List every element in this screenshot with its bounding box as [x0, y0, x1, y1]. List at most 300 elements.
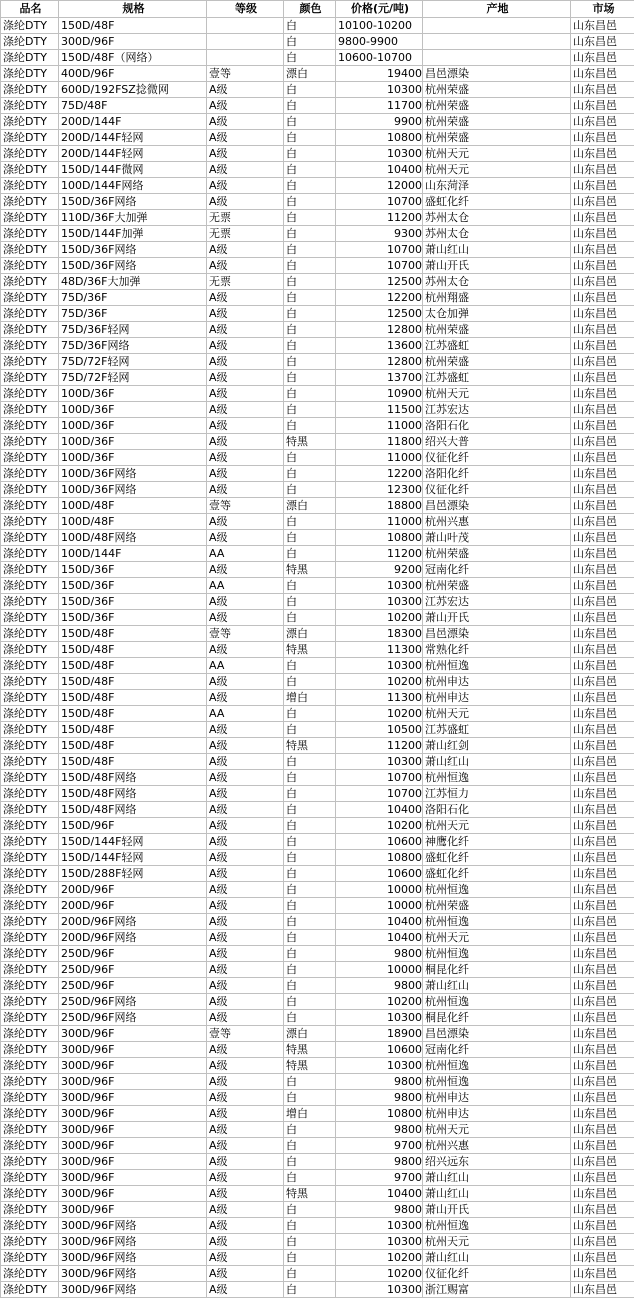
table-row [1, 850, 634, 866]
origin-cell: 萧山红山 [423, 1170, 571, 1186]
product-cell: 涤纶DTY [1, 98, 59, 114]
market-cell: 山东昌邑 [571, 50, 634, 66]
product-cell: 涤纶DTY [1, 1074, 59, 1090]
color-cell: 特黑 [284, 738, 336, 754]
color-cell: 白 [284, 50, 336, 66]
table-row [1, 258, 634, 274]
color-cell: 漂白 [284, 626, 336, 642]
origin-cell: 盛虹化纤 [423, 866, 571, 882]
table-row [1, 946, 634, 962]
price-cell: 10500 [336, 722, 423, 738]
color-cell: 白 [284, 530, 336, 546]
spec-cell: 100D/48F [59, 514, 207, 530]
table-row [1, 290, 634, 306]
market-cell: 山东昌邑 [571, 354, 634, 370]
price-cell: 10300 [336, 594, 423, 610]
grade-cell: A级 [207, 1202, 284, 1218]
grade-cell [207, 50, 284, 66]
table-row [1, 514, 634, 530]
market-cell: 山东昌邑 [571, 706, 634, 722]
market-cell: 山东昌邑 [571, 658, 634, 674]
market-cell: 山东昌邑 [571, 834, 634, 850]
table-row [1, 1186, 634, 1202]
spec-cell: 150D/36F [59, 578, 207, 594]
price-cell: 10700 [336, 242, 423, 258]
grade-cell: 无票 [207, 210, 284, 226]
table-row [1, 386, 634, 402]
market-cell: 山东昌邑 [571, 1106, 634, 1122]
product-cell: 涤纶DTY [1, 338, 59, 354]
grade-cell: A级 [207, 482, 284, 498]
grade-cell: A级 [207, 418, 284, 434]
price-cell: 10900 [336, 386, 423, 402]
grade-cell: A级 [207, 562, 284, 578]
origin-cell: 萧山红山 [423, 754, 571, 770]
origin-cell: 萧山开氏 [423, 258, 571, 274]
table-row [1, 1074, 634, 1090]
grade-cell: A级 [207, 530, 284, 546]
color-cell: 白 [284, 1138, 336, 1154]
spec-cell: 150D/288F轻网 [59, 866, 207, 882]
product-cell: 涤纶DTY [1, 482, 59, 498]
color-cell: 白 [284, 882, 336, 898]
table-row [1, 802, 634, 818]
product-cell: 涤纶DTY [1, 258, 59, 274]
color-cell: 白 [284, 178, 336, 194]
origin-cell: 杭州天元 [423, 930, 571, 946]
table-row [1, 1202, 634, 1218]
origin-cell: 萧山红山 [423, 242, 571, 258]
color-cell: 白 [284, 722, 336, 738]
market-cell: 山东昌邑 [571, 66, 634, 82]
price-cell: 10600 [336, 866, 423, 882]
product-cell: 涤纶DTY [1, 898, 59, 914]
color-cell: 白 [284, 1154, 336, 1170]
spec-cell: 150D/48F [59, 642, 207, 658]
product-cell: 涤纶DTY [1, 226, 59, 242]
grade-cell: 无票 [207, 226, 284, 242]
price-cell: 9800 [336, 1202, 423, 1218]
market-cell: 山东昌邑 [571, 818, 634, 834]
price-cell: 10200 [336, 674, 423, 690]
price-cell: 12500 [336, 306, 423, 322]
color-cell: 白 [284, 930, 336, 946]
product-cell: 涤纶DTY [1, 178, 59, 194]
price-cell: 10800 [336, 850, 423, 866]
table-row [1, 1106, 634, 1122]
grade-cell: A级 [207, 1282, 284, 1298]
market-cell: 山东昌邑 [571, 162, 634, 178]
origin-cell: 冠南化纤 [423, 562, 571, 578]
market-cell: 山东昌邑 [571, 434, 634, 450]
price-cell: 10300 [336, 578, 423, 594]
origin-cell: 盛虹化纤 [423, 850, 571, 866]
product-cell: 涤纶DTY [1, 546, 59, 562]
grade-cell: 壹等 [207, 626, 284, 642]
market-cell: 山东昌邑 [571, 578, 634, 594]
origin-cell: 江苏盛虹 [423, 370, 571, 386]
color-cell: 白 [284, 1202, 336, 1218]
color-cell: 白 [284, 1074, 336, 1090]
product-cell: 涤纶DTY [1, 1122, 59, 1138]
market-cell: 山东昌邑 [571, 1266, 634, 1282]
table-row [1, 466, 634, 482]
color-cell: 白 [284, 866, 336, 882]
origin-cell: 萧山红剑 [423, 738, 571, 754]
origin-cell: 苏州太仓 [423, 210, 571, 226]
origin-cell: 杭州恒逸 [423, 882, 571, 898]
spec-cell: 250D/96F网络 [59, 1010, 207, 1026]
origin-cell: 仪征化纤 [423, 1266, 571, 1282]
color-cell: 特黑 [284, 434, 336, 450]
origin-cell: 洛阳石化 [423, 418, 571, 434]
grade-cell: A级 [207, 738, 284, 754]
product-cell: 涤纶DTY [1, 82, 59, 98]
price-cell: 10700 [336, 770, 423, 786]
grade-cell: A级 [207, 194, 284, 210]
market-cell: 山东昌邑 [571, 34, 634, 50]
color-cell: 白 [284, 162, 336, 178]
market-cell: 山东昌邑 [571, 802, 634, 818]
product-cell: 涤纶DTY [1, 1026, 59, 1042]
color-cell: 白 [284, 1218, 336, 1234]
color-cell: 特黑 [284, 1186, 336, 1202]
product-cell: 涤纶DTY [1, 418, 59, 434]
color-cell: 白 [284, 418, 336, 434]
price-cell: 9300 [336, 226, 423, 242]
grade-cell: A级 [207, 146, 284, 162]
table-row [1, 338, 634, 354]
color-cell: 白 [284, 274, 336, 290]
color-cell: 白 [284, 18, 336, 34]
color-cell: 白 [284, 1266, 336, 1282]
price-cell: 10000 [336, 882, 423, 898]
spec-cell: 300D/96F [59, 1042, 207, 1058]
market-cell: 山东昌邑 [571, 226, 634, 242]
price-cell: 11000 [336, 418, 423, 434]
origin-cell: 江苏盛虹 [423, 722, 571, 738]
header-grade: 等级 [207, 1, 284, 18]
spec-cell: 200D/144F [59, 114, 207, 130]
color-cell: 白 [284, 34, 336, 50]
spec-cell: 150D/48F网络 [59, 802, 207, 818]
spec-cell: 300D/96F [59, 1186, 207, 1202]
spec-cell: 150D/48F [59, 674, 207, 690]
market-cell: 山东昌邑 [571, 1010, 634, 1026]
market-cell: 山东昌邑 [571, 850, 634, 866]
product-cell: 涤纶DTY [1, 818, 59, 834]
price-cell: 11200 [336, 546, 423, 562]
product-cell: 涤纶DTY [1, 1010, 59, 1026]
price-cell: 9800 [336, 946, 423, 962]
spec-cell: 75D/36F轻网 [59, 322, 207, 338]
spec-cell: 150D/48F网络 [59, 786, 207, 802]
color-cell: 白 [284, 594, 336, 610]
table-row [1, 162, 634, 178]
spec-cell: 200D/96F网络 [59, 914, 207, 930]
market-cell: 山东昌邑 [571, 930, 634, 946]
product-cell: 涤纶DTY [1, 770, 59, 786]
spec-cell: 150D/36F网络 [59, 242, 207, 258]
price-cell: 19400 [336, 66, 423, 82]
spec-cell: 150D/144F轻网 [59, 850, 207, 866]
price-cell: 10800 [336, 530, 423, 546]
origin-cell: 浙江赐富 [423, 1282, 571, 1298]
product-cell: 涤纶DTY [1, 1138, 59, 1154]
spec-cell: 300D/96F [59, 1138, 207, 1154]
grade-cell: A级 [207, 642, 284, 658]
table-row [1, 18, 634, 34]
grade-cell: A级 [207, 290, 284, 306]
grade-cell: A级 [207, 130, 284, 146]
grade-cell: A级 [207, 674, 284, 690]
grade-cell: A级 [207, 978, 284, 994]
product-cell: 涤纶DTY [1, 322, 59, 338]
market-cell: 山东昌邑 [571, 770, 634, 786]
product-cell: 涤纶DTY [1, 34, 59, 50]
color-cell: 白 [284, 754, 336, 770]
product-cell: 涤纶DTY [1, 738, 59, 754]
product-cell: 涤纶DTY [1, 1170, 59, 1186]
table-row [1, 1282, 634, 1298]
grade-cell: A级 [207, 1042, 284, 1058]
spec-cell: 300D/96F [59, 1106, 207, 1122]
grade-cell: A级 [207, 802, 284, 818]
product-cell: 涤纶DTY [1, 1266, 59, 1282]
table-body [1, 18, 634, 1298]
price-cell: 10400 [336, 162, 423, 178]
color-cell: 白 [284, 706, 336, 722]
price-cell: 9200 [336, 562, 423, 578]
market-cell: 山东昌邑 [571, 1138, 634, 1154]
spec-cell: 75D/36F [59, 290, 207, 306]
spec-cell: 250D/96F [59, 962, 207, 978]
spec-cell: 300D/96F [59, 1170, 207, 1186]
origin-cell: 杭州兴惠 [423, 1138, 571, 1154]
spec-cell: 150D/48F [59, 706, 207, 722]
grade-cell: A级 [207, 82, 284, 98]
origin-cell: 杭州荣盛 [423, 82, 571, 98]
price-cell: 10200 [336, 994, 423, 1010]
origin-cell: 杭州恒逸 [423, 1218, 571, 1234]
color-cell: 白 [284, 1170, 336, 1186]
color-cell: 白 [284, 450, 336, 466]
market-cell: 山东昌邑 [571, 258, 634, 274]
color-cell: 白 [284, 898, 336, 914]
market-cell: 山东昌邑 [571, 306, 634, 322]
origin-cell: 杭州天元 [423, 706, 571, 722]
grade-cell: A级 [207, 402, 284, 418]
product-cell: 涤纶DTY [1, 402, 59, 418]
product-cell: 涤纶DTY [1, 706, 59, 722]
market-cell: 山东昌邑 [571, 690, 634, 706]
product-cell: 涤纶DTY [1, 674, 59, 690]
origin-cell: 杭州恒逸 [423, 658, 571, 674]
grade-cell: A级 [207, 258, 284, 274]
spec-cell: 200D/96F网络 [59, 930, 207, 946]
origin-cell: 山东菏泽 [423, 178, 571, 194]
spec-cell: 150D/48F [59, 626, 207, 642]
product-cell: 涤纶DTY [1, 626, 59, 642]
grade-cell: A级 [207, 690, 284, 706]
spec-cell: 150D/36F网络 [59, 258, 207, 274]
product-cell: 涤纶DTY [1, 1186, 59, 1202]
market-cell: 山东昌邑 [571, 962, 634, 978]
origin-cell: 杭州申达 [423, 674, 571, 690]
market-cell: 山东昌邑 [571, 1234, 634, 1250]
product-cell: 涤纶DTY [1, 754, 59, 770]
grade-cell: A级 [207, 914, 284, 930]
origin-cell: 杭州荣盛 [423, 130, 571, 146]
market-cell: 山东昌邑 [571, 1202, 634, 1218]
grade-cell [207, 34, 284, 50]
grade-cell: A级 [207, 1010, 284, 1026]
spec-cell: 300D/96F [59, 1154, 207, 1170]
market-cell: 山东昌邑 [571, 418, 634, 434]
grade-cell: A级 [207, 162, 284, 178]
market-cell: 山东昌邑 [571, 146, 634, 162]
table-row [1, 1090, 634, 1106]
product-cell: 涤纶DTY [1, 594, 59, 610]
table-row [1, 578, 634, 594]
price-cell: 9800 [336, 1074, 423, 1090]
product-cell: 涤纶DTY [1, 50, 59, 66]
spec-cell: 150D/48F [59, 738, 207, 754]
origin-cell: 萧山开氏 [423, 1202, 571, 1218]
color-cell: 增白 [284, 690, 336, 706]
spec-cell: 75D/36F网络 [59, 338, 207, 354]
origin-cell: 杭州荣盛 [423, 578, 571, 594]
market-cell: 山东昌邑 [571, 626, 634, 642]
spec-cell: 150D/36F网络 [59, 194, 207, 210]
market-cell: 山东昌邑 [571, 1026, 634, 1042]
product-cell: 涤纶DTY [1, 242, 59, 258]
spec-cell: 300D/96F网络 [59, 1218, 207, 1234]
origin-cell: 杭州荣盛 [423, 114, 571, 130]
product-cell: 涤纶DTY [1, 578, 59, 594]
spec-cell: 100D/144F [59, 546, 207, 562]
product-cell: 涤纶DTY [1, 450, 59, 466]
price-cell: 10400 [336, 1186, 423, 1202]
product-cell: 涤纶DTY [1, 194, 59, 210]
grade-cell: A级 [207, 1138, 284, 1154]
price-cell: 10400 [336, 914, 423, 930]
grade-cell: A级 [207, 1170, 284, 1186]
table-row [1, 690, 634, 706]
origin-cell: 洛阳石化 [423, 802, 571, 818]
grade-cell: A级 [207, 434, 284, 450]
origin-cell: 昌邑漂染 [423, 626, 571, 642]
grade-cell: A级 [207, 722, 284, 738]
price-cell: 11000 [336, 514, 423, 530]
spec-cell: 150D/36F [59, 610, 207, 626]
table-row [1, 146, 634, 162]
color-cell: 白 [284, 290, 336, 306]
color-cell: 白 [284, 146, 336, 162]
header-market: 市场 [571, 1, 634, 18]
spec-cell: 300D/96F [59, 1090, 207, 1106]
grade-cell: A级 [207, 818, 284, 834]
origin-cell: 杭州天元 [423, 146, 571, 162]
origin-cell: 杭州申达 [423, 1106, 571, 1122]
spec-cell: 150D/48F [59, 754, 207, 770]
price-cell: 10200 [336, 706, 423, 722]
grade-cell: A级 [207, 1090, 284, 1106]
table-row [1, 594, 634, 610]
table-row [1, 706, 634, 722]
price-cell: 9800 [336, 978, 423, 994]
price-cell: 10000 [336, 898, 423, 914]
table-row [1, 82, 634, 98]
table-row [1, 322, 634, 338]
product-cell: 涤纶DTY [1, 658, 59, 674]
table-row [1, 354, 634, 370]
product-cell: 涤纶DTY [1, 642, 59, 658]
spec-cell: 48D/36F大加弹 [59, 274, 207, 290]
spec-cell: 300D/96F [59, 1122, 207, 1138]
color-cell: 增白 [284, 1106, 336, 1122]
product-cell: 涤纶DTY [1, 1218, 59, 1234]
product-cell: 涤纶DTY [1, 530, 59, 546]
table-row [1, 402, 634, 418]
product-cell: 涤纶DTY [1, 274, 59, 290]
color-cell: 白 [284, 914, 336, 930]
price-cell: 10600 [336, 1042, 423, 1058]
origin-cell: 萧山开氏 [423, 610, 571, 626]
product-cell: 涤纶DTY [1, 1058, 59, 1074]
spec-cell: 300D/96F [59, 1202, 207, 1218]
market-cell: 山东昌邑 [571, 178, 634, 194]
price-cell: 18900 [336, 1026, 423, 1042]
product-cell: 涤纶DTY [1, 962, 59, 978]
price-cell: 11000 [336, 450, 423, 466]
color-cell: 白 [284, 818, 336, 834]
table-row [1, 754, 634, 770]
spec-cell: 150D/48F [59, 690, 207, 706]
market-cell: 山东昌邑 [571, 898, 634, 914]
origin-cell: 绍兴大普 [423, 434, 571, 450]
spec-cell: 75D/72F轻网 [59, 370, 207, 386]
origin-cell: 杭州天元 [423, 1234, 571, 1250]
market-cell: 山东昌邑 [571, 322, 634, 338]
color-cell: 白 [284, 482, 336, 498]
spec-cell: 300D/96F [59, 1026, 207, 1042]
table-row [1, 1266, 634, 1282]
price-cell: 13700 [336, 370, 423, 386]
table-row [1, 546, 634, 562]
price-cell: 18300 [336, 626, 423, 642]
table-row [1, 482, 634, 498]
spec-cell: 150D/48F（网络） [59, 50, 207, 66]
price-cell: 10800 [336, 1106, 423, 1122]
origin-cell: 仪征化纤 [423, 450, 571, 466]
spec-cell: 300D/96F [59, 1058, 207, 1074]
color-cell: 白 [284, 402, 336, 418]
price-cell: 12200 [336, 466, 423, 482]
color-cell: 白 [284, 834, 336, 850]
grade-cell: A级 [207, 1074, 284, 1090]
product-cell: 涤纶DTY [1, 1090, 59, 1106]
origin-cell: 杭州翔盛 [423, 290, 571, 306]
color-cell: 白 [284, 1010, 336, 1026]
price-cell: 9800 [336, 1154, 423, 1170]
origin-cell: 江苏宏达 [423, 402, 571, 418]
origin-cell: 杭州天元 [423, 162, 571, 178]
market-cell: 山东昌邑 [571, 290, 634, 306]
grade-cell: A级 [207, 466, 284, 482]
spec-cell: 300D/96F [59, 1074, 207, 1090]
origin-cell: 江苏宏达 [423, 594, 571, 610]
